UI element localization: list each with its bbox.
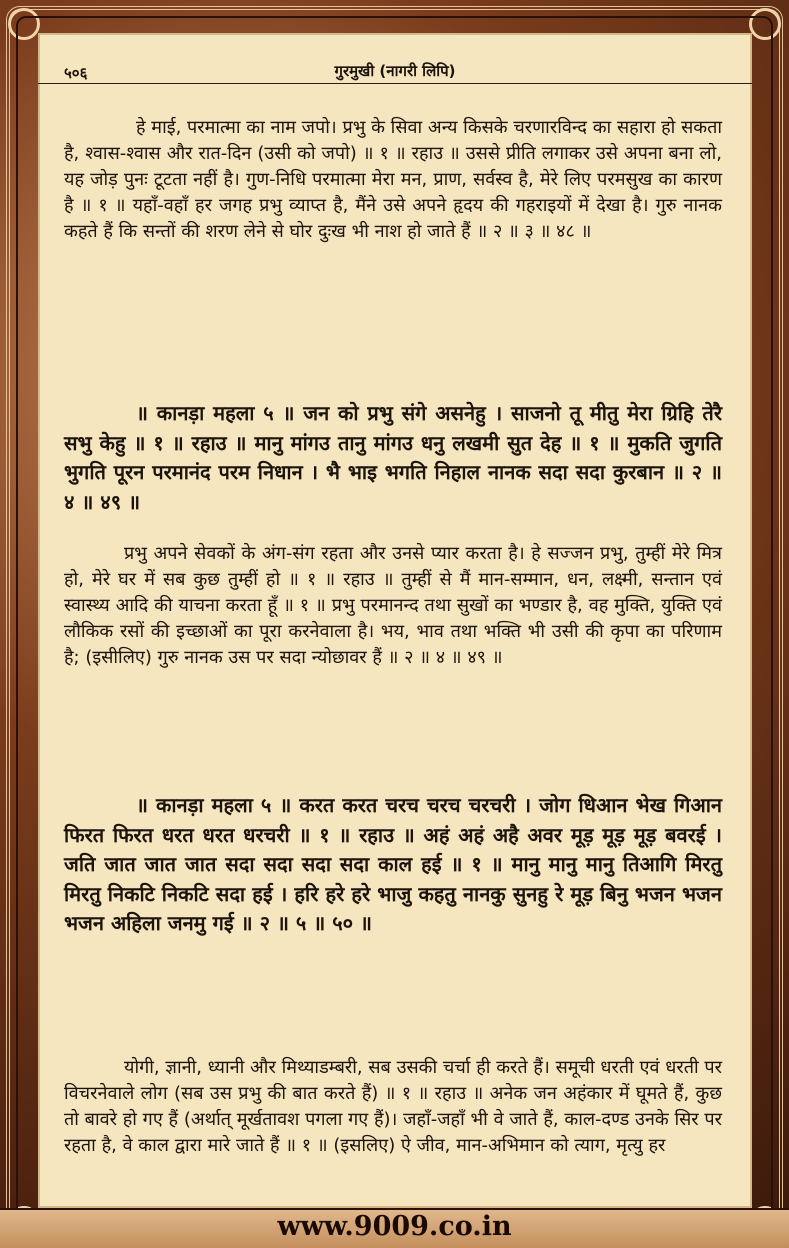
page-header: [38, 33, 752, 84]
translation-paragraph: प्रभु अपने सेवकों के अंग-संग रहता और उनसे प्यार करता है। हे सज्जन प्रभु, तुम्हीं मेरे मित्र हो, मेरे घर में सब कुछ तुम्हीं हो ॥ १ ॥ रहाउ ॥ तुम्हीं से मैं मान-सम्मान, धन, लक्ष्मी, सन्तान एवं स्वास्थ्य आदि की याचना करता हूँ ॥ १ ॥ प्रभु परमानन्द तथा सुखों का भण्डार है, वह मुक्ति, युक्ति एवं लौकिक रसों की इच्छाओं का पूरा करनेवाला है। भय, भाव तथा भक्ति भी उसी की कृपा का परिणाम है; (इसीलिए) गुरु नानक उस पर सदा न्योछावर हैं ॥ २ ॥ ४ ॥ ४९ ॥: [64, 543, 722, 668]
book-page: [38, 33, 752, 1208]
translation-paragraph: हे माई, परमात्मा का नाम जपो। प्रभु के सिवा अन्य किसके चरणारविन्द का सहारा हो सकता है, श्वास-श्वास और रात-दिन (उसी को जपो) ॥ १ ॥ रहाउ ॥ उससे प्रीति लगाकर उसे अपना बना लो, यह जोड़ पुनः टूटता नहीं है। गुण-निधि परमात्मा मेरा मन, प्राण, सर्वस्व है, मेरे लिए परमसुख का कारण है ॥ १ ॥ यहाँ-वहाँ हर जगह प्रभु व्याप्त है, मैंने उसे अपने हृदय की गहराइयों में देखा है। गुरु नानक कहते हैं कि सन्तों की शरण लेने से घोर दुःख भी नाश हो जाते हैं ॥ २ ॥ ३ ॥ ४८ ॥: [64, 117, 722, 242]
corner-ornament-icon: [8, 8, 40, 40]
running-title: गुरमुखी (नागरी लिपि): [334, 62, 456, 80]
corner-ornament-icon: [749, 8, 781, 40]
page-number: ५०६: [64, 64, 88, 82]
hymn-paragraph: ॥ कानड़ा महला ५ ॥ जन को प्रभु संगे असनेहु । साजनो तू मीतु मेरा ग्रिहि तेरै सभु केहु ॥ १ ॥ रहाउ ॥ मानु मांगउ तानु मांगउ धनु लखमी सुत देह ॥ १ ॥ मुकति जुगति भुगति पूरन परमानंद परम निधान । भै भाइ भगति निहाल नानक सदा सदा कुरबान ॥ २ ॥ ४ ॥ ४९ ॥: [64, 401, 722, 514]
website-watermark: www.9009.co.in: [0, 1208, 789, 1248]
translation-paragraph: योगी, ज्ञानी, ध्यानी और मिथ्याडम्बरी, सब उसकी चर्चा ही करते हैं। समूची धरती एवं धरती पर विचरनेवाले लोग (सब उस प्रभु की बात करते हैं) ॥ १ ॥ रहाउ ॥ अनेक जन अहंकार में घूमते हैं, कुछ तो बावरे हो गए हैं (अर्थात् मूर्खतावश पगला गए हैं)। जहाँ-जहाँ भी वे जाते हैं, काल-दण्ड उनके सिर पर रहता है, वे काल द्वारा मारे जाते हैं ॥ १ ॥ (इसलिए) ऐ जीव, मान-अभिमान को त्याग, मृत्यु हर: [64, 1057, 722, 1156]
hymn-paragraph: ॥ कानड़ा महला ५ ॥ करत करत चरच चरच चरचरी । जोग धिआन भेख गिआन फिरत फिरत धरत धरत धरचरी ॥ १ ॥ रहाउ ॥ अहं अहं अहै अवर मूड़ मूड़ मूड़ बवरई । जति जात जात जात सदा सदा सदा सदा काल हई ॥ १ ॥ मानु मानु मानु तिआगि मिरतु मिरतु निकटि निकटि सदा हई । हरि हरे हरे भाजु कहतु नानकु सुनहु रे मूड़ बिनु भजन भजन भजन अहिला जनमु गई ॥ २ ॥ ५ ॥ ५० ॥: [64, 793, 722, 935]
